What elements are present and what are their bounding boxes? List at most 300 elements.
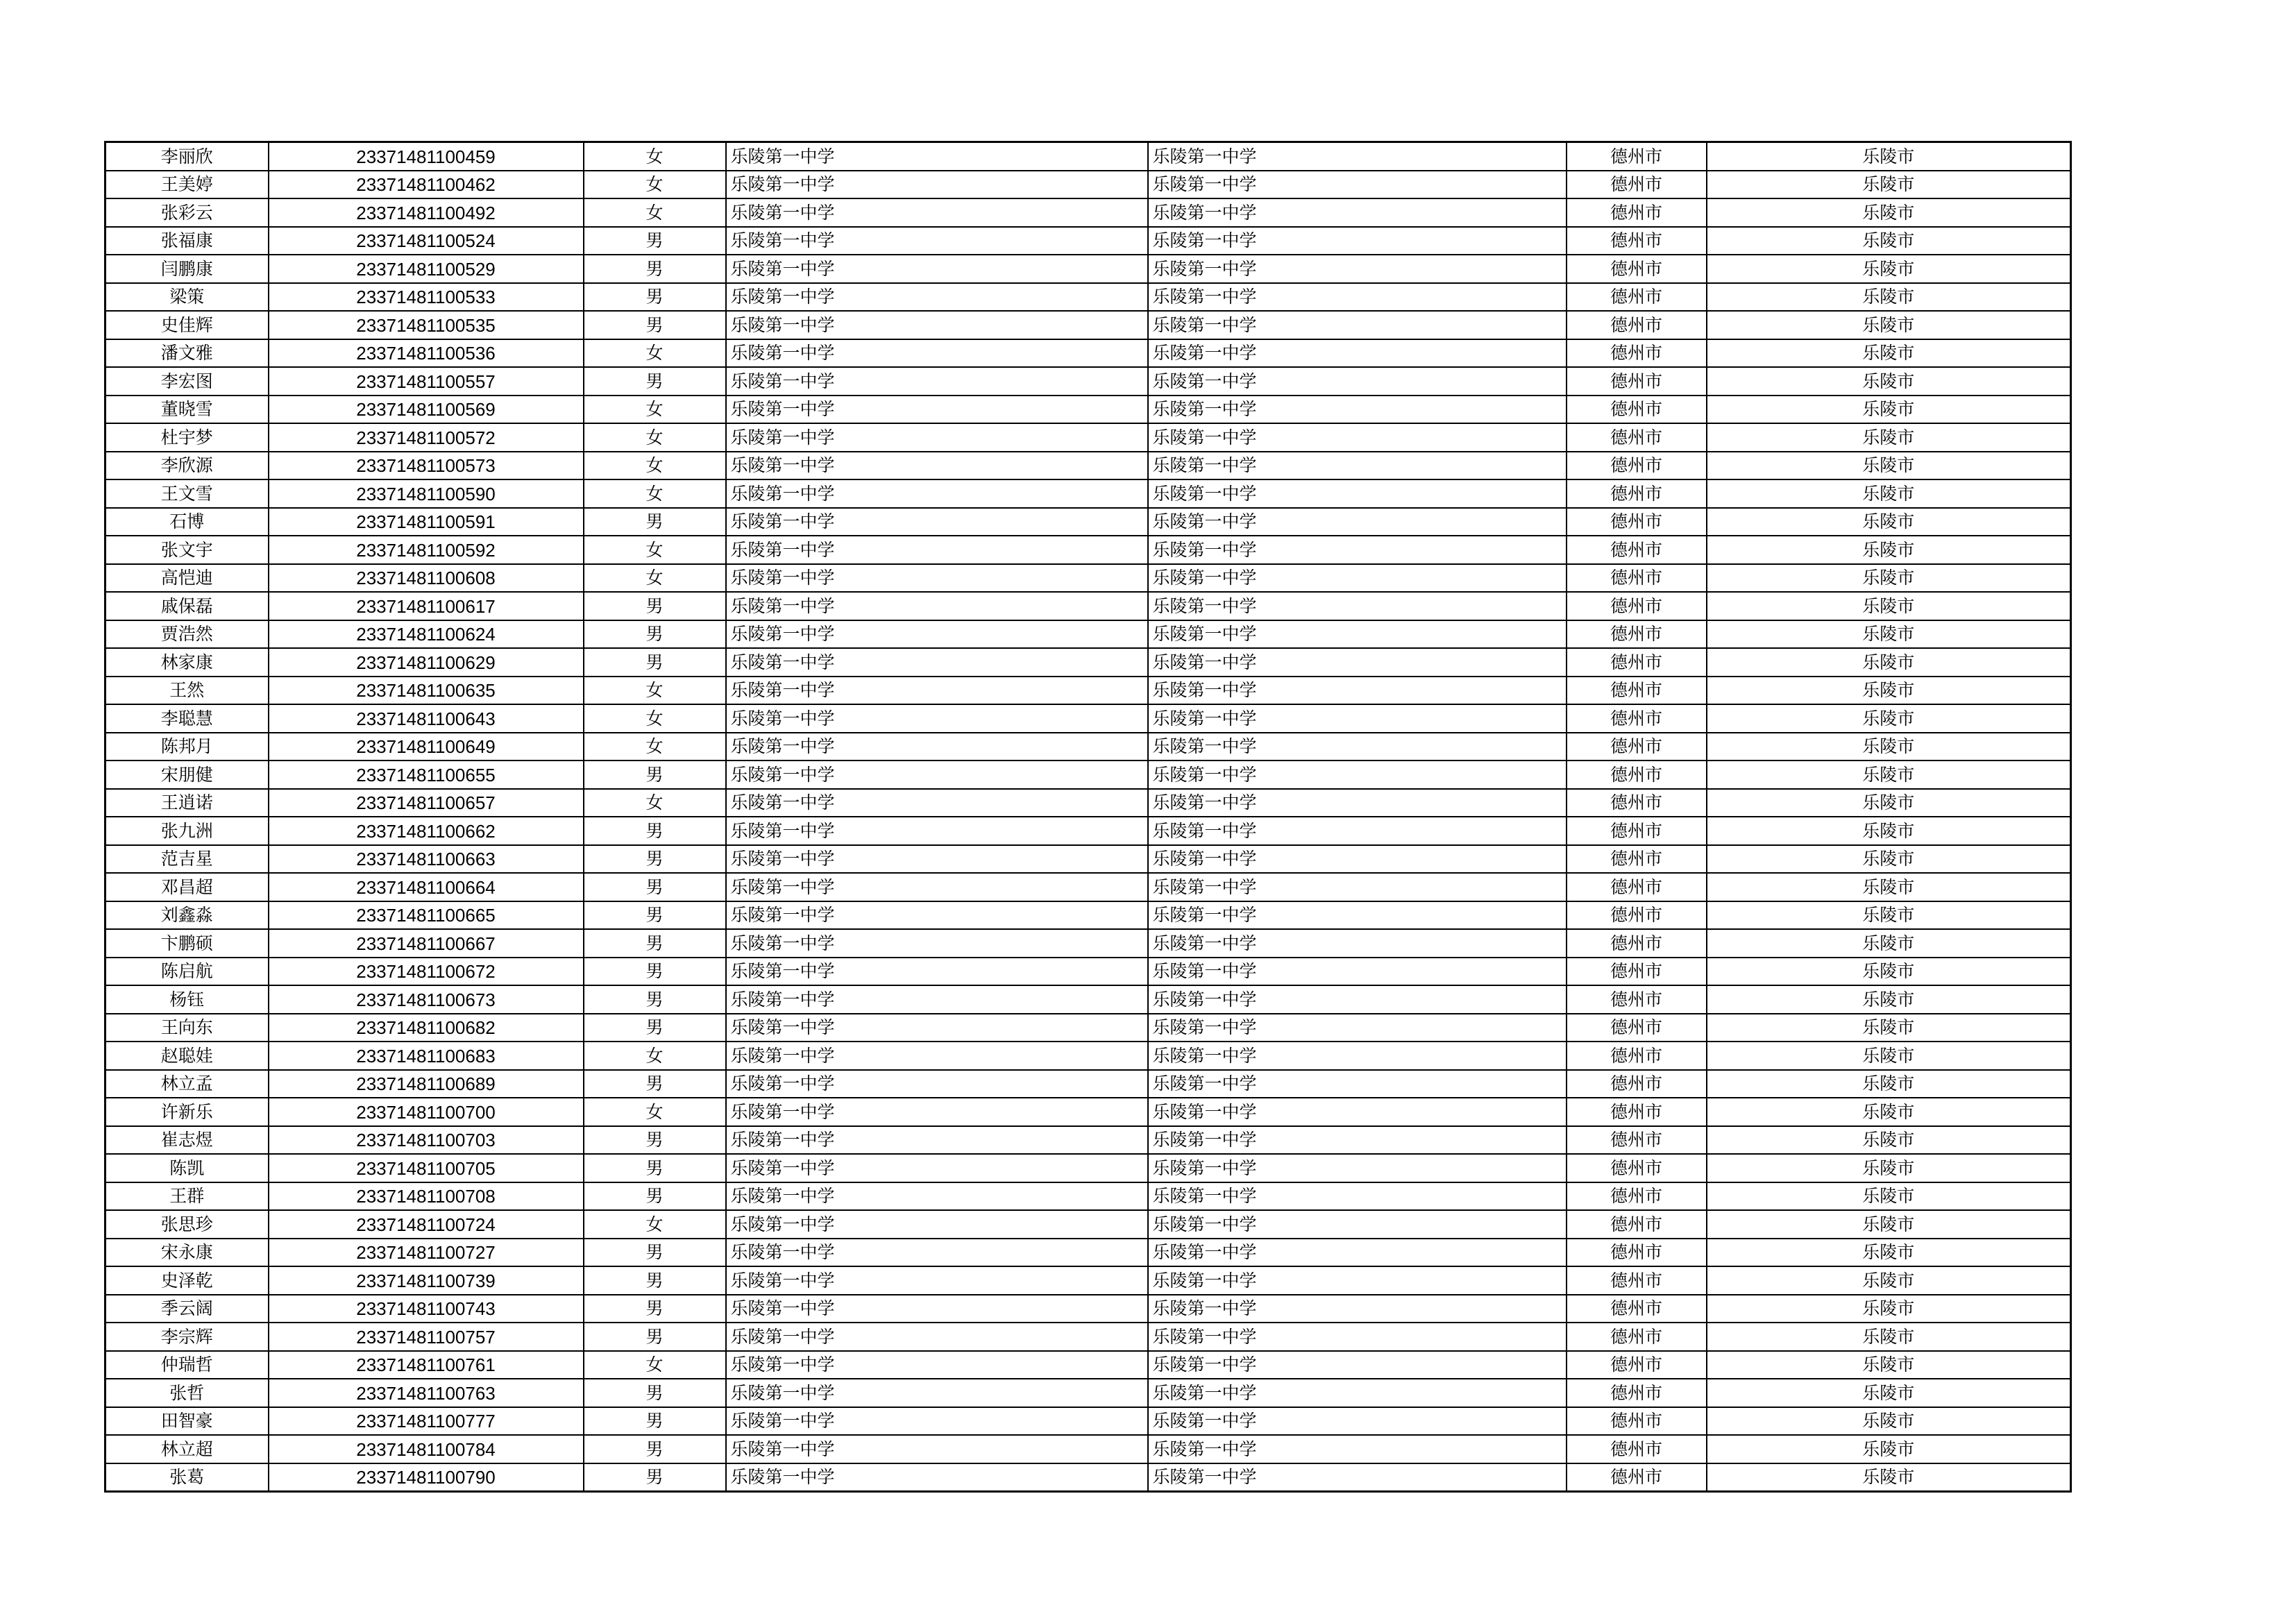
exam-site-cell: 乐陵第一中学	[1148, 845, 1567, 874]
school-cell: 乐陵第一中学	[726, 648, 1148, 677]
city-cell: 德州市	[1567, 508, 1707, 536]
table-row	[105, 1042, 2071, 1070]
county-cell: 乐陵市	[1707, 1463, 2071, 1492]
school-cell: 乐陵第一中学	[726, 1098, 1148, 1126]
school-cell: 乐陵第一中学	[726, 1435, 1148, 1463]
student-name-cell: 范吉星	[105, 845, 269, 874]
gender-cell: 男	[584, 1435, 726, 1463]
gender-cell: 女	[584, 142, 726, 171]
exam-number-cell: 23371481100705	[269, 1154, 584, 1182]
gender-cell: 女	[584, 1210, 726, 1239]
school-cell: 乐陵第一中学	[726, 1042, 1148, 1070]
school-cell: 乐陵第一中学	[726, 227, 1148, 255]
gender-cell: 男	[584, 1463, 726, 1492]
exam-site-cell: 乐陵第一中学	[1148, 1351, 1567, 1379]
table-row	[105, 396, 2071, 424]
table-row	[105, 845, 2071, 874]
city-cell: 德州市	[1567, 479, 1707, 508]
exam-site-cell: 乐陵第一中学	[1148, 1239, 1567, 1267]
student-name-cell: 杨钰	[105, 985, 269, 1014]
exam-site-cell: 乐陵第一中学	[1148, 227, 1567, 255]
exam-site-cell: 乐陵第一中学	[1148, 452, 1567, 480]
exam-site-cell: 乐陵第一中学	[1148, 1070, 1567, 1098]
exam-site-cell: 乐陵第一中学	[1148, 1379, 1567, 1407]
gender-cell: 女	[584, 789, 726, 817]
county-cell: 乐陵市	[1707, 423, 2071, 452]
county-cell: 乐陵市	[1707, 255, 2071, 283]
exam-number-cell: 23371481100662	[269, 817, 584, 845]
exam-site-cell: 乐陵第一中学	[1148, 171, 1567, 199]
exam-site-cell: 乐陵第一中学	[1148, 760, 1567, 789]
gender-cell: 男	[584, 985, 726, 1014]
table-row	[105, 171, 2071, 199]
city-cell: 德州市	[1567, 929, 1707, 958]
exam-number-cell: 23371481100533	[269, 283, 584, 312]
school-cell: 乐陵第一中学	[726, 620, 1148, 649]
county-cell: 乐陵市	[1707, 171, 2071, 199]
exam-number-cell: 23371481100664	[269, 873, 584, 901]
school-cell: 乐陵第一中学	[726, 1266, 1148, 1295]
county-cell: 乐陵市	[1707, 985, 2071, 1014]
gender-cell: 男	[584, 508, 726, 536]
school-cell: 乐陵第一中学	[726, 479, 1148, 508]
county-cell: 乐陵市	[1707, 704, 2071, 733]
table-row	[105, 564, 2071, 593]
table-row	[105, 677, 2071, 705]
student-name-cell: 李欣源	[105, 452, 269, 480]
school-cell: 乐陵第一中学	[726, 367, 1148, 396]
county-cell: 乐陵市	[1707, 452, 2071, 480]
city-cell: 德州市	[1567, 1295, 1707, 1323]
county-cell: 乐陵市	[1707, 789, 2071, 817]
city-cell: 德州市	[1567, 592, 1707, 620]
city-cell: 德州市	[1567, 1323, 1707, 1351]
school-cell: 乐陵第一中学	[726, 1323, 1148, 1351]
student-name-cell: 王逍诺	[105, 789, 269, 817]
table-row	[105, 1407, 2071, 1436]
gender-cell: 男	[584, 1014, 726, 1042]
school-cell: 乐陵第一中学	[726, 171, 1148, 199]
exam-number-cell: 23371481100683	[269, 1042, 584, 1070]
exam-site-cell: 乐陵第一中学	[1148, 1126, 1567, 1155]
exam-site-cell: 乐陵第一中学	[1148, 1295, 1567, 1323]
student-name-cell: 仲瑞哲	[105, 1351, 269, 1379]
student-name-cell: 高恺迪	[105, 564, 269, 593]
student-name-cell: 宋朋健	[105, 760, 269, 789]
school-cell: 乐陵第一中学	[726, 423, 1148, 452]
city-cell: 德州市	[1567, 1126, 1707, 1155]
student-name-cell: 李聪慧	[105, 704, 269, 733]
gender-cell: 男	[584, 1154, 726, 1182]
student-name-cell: 陈启航	[105, 958, 269, 986]
exam-number-cell: 23371481100703	[269, 1126, 584, 1155]
county-cell: 乐陵市	[1707, 1182, 2071, 1211]
county-cell: 乐陵市	[1707, 479, 2071, 508]
exam-site-cell: 乐陵第一中学	[1148, 311, 1567, 339]
gender-cell: 女	[584, 704, 726, 733]
city-cell: 德州市	[1567, 1154, 1707, 1182]
exam-site-cell: 乐陵第一中学	[1148, 283, 1567, 312]
exam-number-cell: 23371481100624	[269, 620, 584, 649]
gender-cell: 男	[584, 901, 726, 930]
county-cell: 乐陵市	[1707, 1154, 2071, 1182]
county-cell: 乐陵市	[1707, 1098, 2071, 1126]
county-cell: 乐陵市	[1707, 901, 2071, 930]
table-row	[105, 1435, 2071, 1463]
exam-site-cell: 乐陵第一中学	[1148, 536, 1567, 564]
gender-cell: 女	[584, 1042, 726, 1070]
school-cell: 乐陵第一中学	[726, 255, 1148, 283]
exam-number-cell: 23371481100557	[269, 367, 584, 396]
city-cell: 德州市	[1567, 339, 1707, 368]
table-row	[105, 1463, 2071, 1492]
county-cell: 乐陵市	[1707, 817, 2071, 845]
county-cell: 乐陵市	[1707, 1266, 2071, 1295]
exam-site-cell: 乐陵第一中学	[1148, 648, 1567, 677]
exam-site-cell: 乐陵第一中学	[1148, 255, 1567, 283]
city-cell: 德州市	[1567, 311, 1707, 339]
exam-number-cell: 23371481100655	[269, 760, 584, 789]
school-cell: 乐陵第一中学	[726, 311, 1148, 339]
county-cell: 乐陵市	[1707, 1295, 2071, 1323]
roster-body	[105, 142, 2071, 1492]
exam-site-cell: 乐陵第一中学	[1148, 367, 1567, 396]
exam-number-cell: 23371481100536	[269, 339, 584, 368]
school-cell: 乐陵第一中学	[726, 1014, 1148, 1042]
gender-cell: 女	[584, 564, 726, 593]
exam-site-cell: 乐陵第一中学	[1148, 1098, 1567, 1126]
gender-cell: 男	[584, 311, 726, 339]
gender-cell: 男	[584, 817, 726, 845]
county-cell: 乐陵市	[1707, 760, 2071, 789]
exam-number-cell: 23371481100590	[269, 479, 584, 508]
table-row	[105, 423, 2071, 452]
exam-number-cell: 23371481100643	[269, 704, 584, 733]
gender-cell: 女	[584, 1351, 726, 1379]
school-cell: 乐陵第一中学	[726, 704, 1148, 733]
table-row	[105, 1126, 2071, 1155]
exam-site-cell: 乐陵第一中学	[1148, 479, 1567, 508]
gender-cell: 女	[584, 1098, 726, 1126]
student-name-cell: 宋永康	[105, 1239, 269, 1267]
county-cell: 乐陵市	[1707, 1070, 2071, 1098]
exam-number-cell: 23371481100608	[269, 564, 584, 593]
gender-cell: 男	[584, 873, 726, 901]
gender-cell: 男	[584, 958, 726, 986]
city-cell: 德州市	[1567, 227, 1707, 255]
school-cell: 乐陵第一中学	[726, 564, 1148, 593]
gender-cell: 女	[584, 198, 726, 227]
county-cell: 乐陵市	[1707, 592, 2071, 620]
exam-site-cell: 乐陵第一中学	[1148, 620, 1567, 649]
county-cell: 乐陵市	[1707, 508, 2071, 536]
student-name-cell: 季云阔	[105, 1295, 269, 1323]
gender-cell: 男	[584, 1070, 726, 1098]
school-cell: 乐陵第一中学	[726, 198, 1148, 227]
city-cell: 德州市	[1567, 142, 1707, 171]
county-cell: 乐陵市	[1707, 367, 2071, 396]
student-name-cell: 张文宇	[105, 536, 269, 564]
exam-number-cell: 23371481100492	[269, 198, 584, 227]
city-cell: 德州市	[1567, 198, 1707, 227]
student-name-cell: 潘文雅	[105, 339, 269, 368]
exam-site-cell: 乐陵第一中学	[1148, 1042, 1567, 1070]
city-cell: 德州市	[1567, 677, 1707, 705]
gender-cell: 男	[584, 1239, 726, 1267]
gender-cell: 男	[584, 1379, 726, 1407]
school-cell: 乐陵第一中学	[726, 396, 1148, 424]
exam-site-cell: 乐陵第一中学	[1148, 789, 1567, 817]
gender-cell: 男	[584, 1126, 726, 1155]
county-cell: 乐陵市	[1707, 283, 2071, 312]
table-row	[105, 733, 2071, 761]
exam-number-cell: 23371481100635	[269, 677, 584, 705]
school-cell: 乐陵第一中学	[726, 733, 1148, 761]
gender-cell: 男	[584, 1407, 726, 1436]
city-cell: 德州市	[1567, 536, 1707, 564]
table-row	[105, 817, 2071, 845]
exam-number-cell: 23371481100724	[269, 1210, 584, 1239]
table-row	[105, 311, 2071, 339]
table-row	[105, 227, 2071, 255]
city-cell: 德州市	[1567, 255, 1707, 283]
student-name-cell: 王美婷	[105, 171, 269, 199]
gender-cell: 男	[584, 648, 726, 677]
exam-site-cell: 乐陵第一中学	[1148, 592, 1567, 620]
exam-site-cell: 乐陵第一中学	[1148, 1435, 1567, 1463]
table-row	[105, 648, 2071, 677]
exam-number-cell: 23371481100657	[269, 789, 584, 817]
city-cell: 德州市	[1567, 367, 1707, 396]
school-cell: 乐陵第一中学	[726, 817, 1148, 845]
student-name-cell: 杜宇梦	[105, 423, 269, 452]
school-cell: 乐陵第一中学	[726, 283, 1148, 312]
exam-number-cell: 23371481100663	[269, 845, 584, 874]
gender-cell: 女	[584, 452, 726, 480]
student-name-cell: 张思珍	[105, 1210, 269, 1239]
exam-number-cell: 23371481100592	[269, 536, 584, 564]
exam-site-cell: 乐陵第一中学	[1148, 142, 1567, 171]
county-cell: 乐陵市	[1707, 142, 2071, 171]
student-name-cell: 闫鹏康	[105, 255, 269, 283]
county-cell: 乐陵市	[1707, 1323, 2071, 1351]
gender-cell: 男	[584, 592, 726, 620]
city-cell: 德州市	[1567, 1379, 1707, 1407]
exam-site-cell: 乐陵第一中学	[1148, 704, 1567, 733]
table-row	[105, 198, 2071, 227]
student-name-cell: 刘鑫淼	[105, 901, 269, 930]
table-row	[105, 1266, 2071, 1295]
school-cell: 乐陵第一中学	[726, 901, 1148, 930]
table-row	[105, 1379, 2071, 1407]
exam-site-cell: 乐陵第一中学	[1148, 396, 1567, 424]
exam-site-cell: 乐陵第一中学	[1148, 564, 1567, 593]
student-name-cell: 许新乐	[105, 1098, 269, 1126]
table-row	[105, 283, 2071, 312]
school-cell: 乐陵第一中学	[726, 1182, 1148, 1211]
county-cell: 乐陵市	[1707, 536, 2071, 564]
county-cell: 乐陵市	[1707, 1379, 2071, 1407]
city-cell: 德州市	[1567, 1042, 1707, 1070]
school-cell: 乐陵第一中学	[726, 508, 1148, 536]
school-cell: 乐陵第一中学	[726, 789, 1148, 817]
county-cell: 乐陵市	[1707, 311, 2071, 339]
table-row	[105, 929, 2071, 958]
table-row	[105, 536, 2071, 564]
school-cell: 乐陵第一中学	[726, 339, 1148, 368]
student-name-cell: 王然	[105, 677, 269, 705]
city-cell: 德州市	[1567, 1266, 1707, 1295]
county-cell: 乐陵市	[1707, 339, 2071, 368]
exam-site-cell: 乐陵第一中学	[1148, 901, 1567, 930]
table-row	[105, 789, 2071, 817]
exam-number-cell: 23371481100757	[269, 1323, 584, 1351]
table-row	[105, 142, 2071, 171]
gender-cell: 男	[584, 1182, 726, 1211]
table-row	[105, 592, 2071, 620]
school-cell: 乐陵第一中学	[726, 1379, 1148, 1407]
exam-number-cell: 23371481100573	[269, 452, 584, 480]
student-name-cell: 林立超	[105, 1435, 269, 1463]
city-cell: 德州市	[1567, 1351, 1707, 1379]
student-name-cell: 梁策	[105, 283, 269, 312]
county-cell: 乐陵市	[1707, 1435, 2071, 1463]
gender-cell: 男	[584, 929, 726, 958]
city-cell: 德州市	[1567, 873, 1707, 901]
county-cell: 乐陵市	[1707, 1351, 2071, 1379]
exam-number-cell: 23371481100739	[269, 1266, 584, 1295]
table-row	[105, 1014, 2071, 1042]
table-row	[105, 1182, 2071, 1211]
school-cell: 乐陵第一中学	[726, 1126, 1148, 1155]
exam-number-cell: 23371481100535	[269, 311, 584, 339]
exam-site-cell: 乐陵第一中学	[1148, 817, 1567, 845]
exam-number-cell: 23371481100743	[269, 1295, 584, 1323]
city-cell: 德州市	[1567, 423, 1707, 452]
student-name-cell: 张哲	[105, 1379, 269, 1407]
gender-cell: 女	[584, 479, 726, 508]
exam-number-cell: 23371481100629	[269, 648, 584, 677]
student-name-cell: 王向东	[105, 1014, 269, 1042]
student-name-cell: 史泽乾	[105, 1266, 269, 1295]
exam-site-cell: 乐陵第一中学	[1148, 1407, 1567, 1436]
gender-cell: 女	[584, 423, 726, 452]
city-cell: 德州市	[1567, 171, 1707, 199]
city-cell: 德州市	[1567, 620, 1707, 649]
table-row	[105, 1098, 2071, 1126]
city-cell: 德州市	[1567, 452, 1707, 480]
table-row	[105, 1323, 2071, 1351]
exam-site-cell: 乐陵第一中学	[1148, 508, 1567, 536]
school-cell: 乐陵第一中学	[726, 1070, 1148, 1098]
exam-number-cell: 23371481100649	[269, 733, 584, 761]
table-row	[105, 760, 2071, 789]
student-name-cell: 林立孟	[105, 1070, 269, 1098]
exam-number-cell: 23371481100708	[269, 1182, 584, 1211]
county-cell: 乐陵市	[1707, 620, 2071, 649]
student-name-cell: 卞鹏硕	[105, 929, 269, 958]
student-name-cell: 张葛	[105, 1463, 269, 1492]
school-cell: 乐陵第一中学	[726, 929, 1148, 958]
county-cell: 乐陵市	[1707, 198, 2071, 227]
school-cell: 乐陵第一中学	[726, 592, 1148, 620]
school-cell: 乐陵第一中学	[726, 1295, 1148, 1323]
gender-cell: 女	[584, 396, 726, 424]
table-row	[105, 1295, 2071, 1323]
table-row	[105, 1210, 2071, 1239]
school-cell: 乐陵第一中学	[726, 452, 1148, 480]
gender-cell: 男	[584, 255, 726, 283]
table-row	[105, 452, 2071, 480]
table-row	[105, 1239, 2071, 1267]
table-row	[105, 1154, 2071, 1182]
school-cell: 乐陵第一中学	[726, 873, 1148, 901]
table-row	[105, 479, 2071, 508]
school-cell: 乐陵第一中学	[726, 677, 1148, 705]
school-cell: 乐陵第一中学	[726, 1210, 1148, 1239]
exam-number-cell: 23371481100572	[269, 423, 584, 452]
exam-site-cell: 乐陵第一中学	[1148, 873, 1567, 901]
county-cell: 乐陵市	[1707, 958, 2071, 986]
student-name-cell: 崔志煜	[105, 1126, 269, 1155]
student-name-cell: 董晓雪	[105, 396, 269, 424]
student-name-cell: 邓昌超	[105, 873, 269, 901]
table-row	[105, 367, 2071, 396]
exam-site-cell: 乐陵第一中学	[1148, 958, 1567, 986]
table-row	[105, 339, 2071, 368]
city-cell: 德州市	[1567, 845, 1707, 874]
city-cell: 德州市	[1567, 901, 1707, 930]
city-cell: 德州市	[1567, 1098, 1707, 1126]
exam-site-cell: 乐陵第一中学	[1148, 985, 1567, 1014]
exam-site-cell: 乐陵第一中学	[1148, 733, 1567, 761]
table-row	[105, 508, 2071, 536]
student-roster-table	[104, 141, 2072, 1493]
student-name-cell: 王文雪	[105, 479, 269, 508]
county-cell: 乐陵市	[1707, 564, 2071, 593]
city-cell: 德州市	[1567, 1463, 1707, 1492]
table-row	[105, 873, 2071, 901]
school-cell: 乐陵第一中学	[726, 1154, 1148, 1182]
exam-site-cell: 乐陵第一中学	[1148, 423, 1567, 452]
school-cell: 乐陵第一中学	[726, 1407, 1148, 1436]
city-cell: 德州市	[1567, 817, 1707, 845]
student-name-cell: 李宗辉	[105, 1323, 269, 1351]
city-cell: 德州市	[1567, 1210, 1707, 1239]
school-cell: 乐陵第一中学	[726, 1239, 1148, 1267]
student-name-cell: 林家康	[105, 648, 269, 677]
exam-site-cell: 乐陵第一中学	[1148, 1154, 1567, 1182]
table-row	[105, 620, 2071, 649]
student-name-cell: 赵聪娃	[105, 1042, 269, 1070]
student-name-cell: 贾浩然	[105, 620, 269, 649]
exam-number-cell: 23371481100524	[269, 227, 584, 255]
gender-cell: 女	[584, 677, 726, 705]
exam-number-cell: 23371481100459	[269, 142, 584, 171]
school-cell: 乐陵第一中学	[726, 845, 1148, 874]
county-cell: 乐陵市	[1707, 733, 2071, 761]
student-name-cell: 张彩云	[105, 198, 269, 227]
exam-number-cell: 23371481100672	[269, 958, 584, 986]
gender-cell: 女	[584, 536, 726, 564]
school-cell: 乐陵第一中学	[726, 1463, 1148, 1492]
exam-number-cell: 23371481100529	[269, 255, 584, 283]
table-row	[105, 985, 2071, 1014]
gender-cell: 男	[584, 620, 726, 649]
city-cell: 德州市	[1567, 1014, 1707, 1042]
gender-cell: 男	[584, 227, 726, 255]
exam-site-cell: 乐陵第一中学	[1148, 1323, 1567, 1351]
